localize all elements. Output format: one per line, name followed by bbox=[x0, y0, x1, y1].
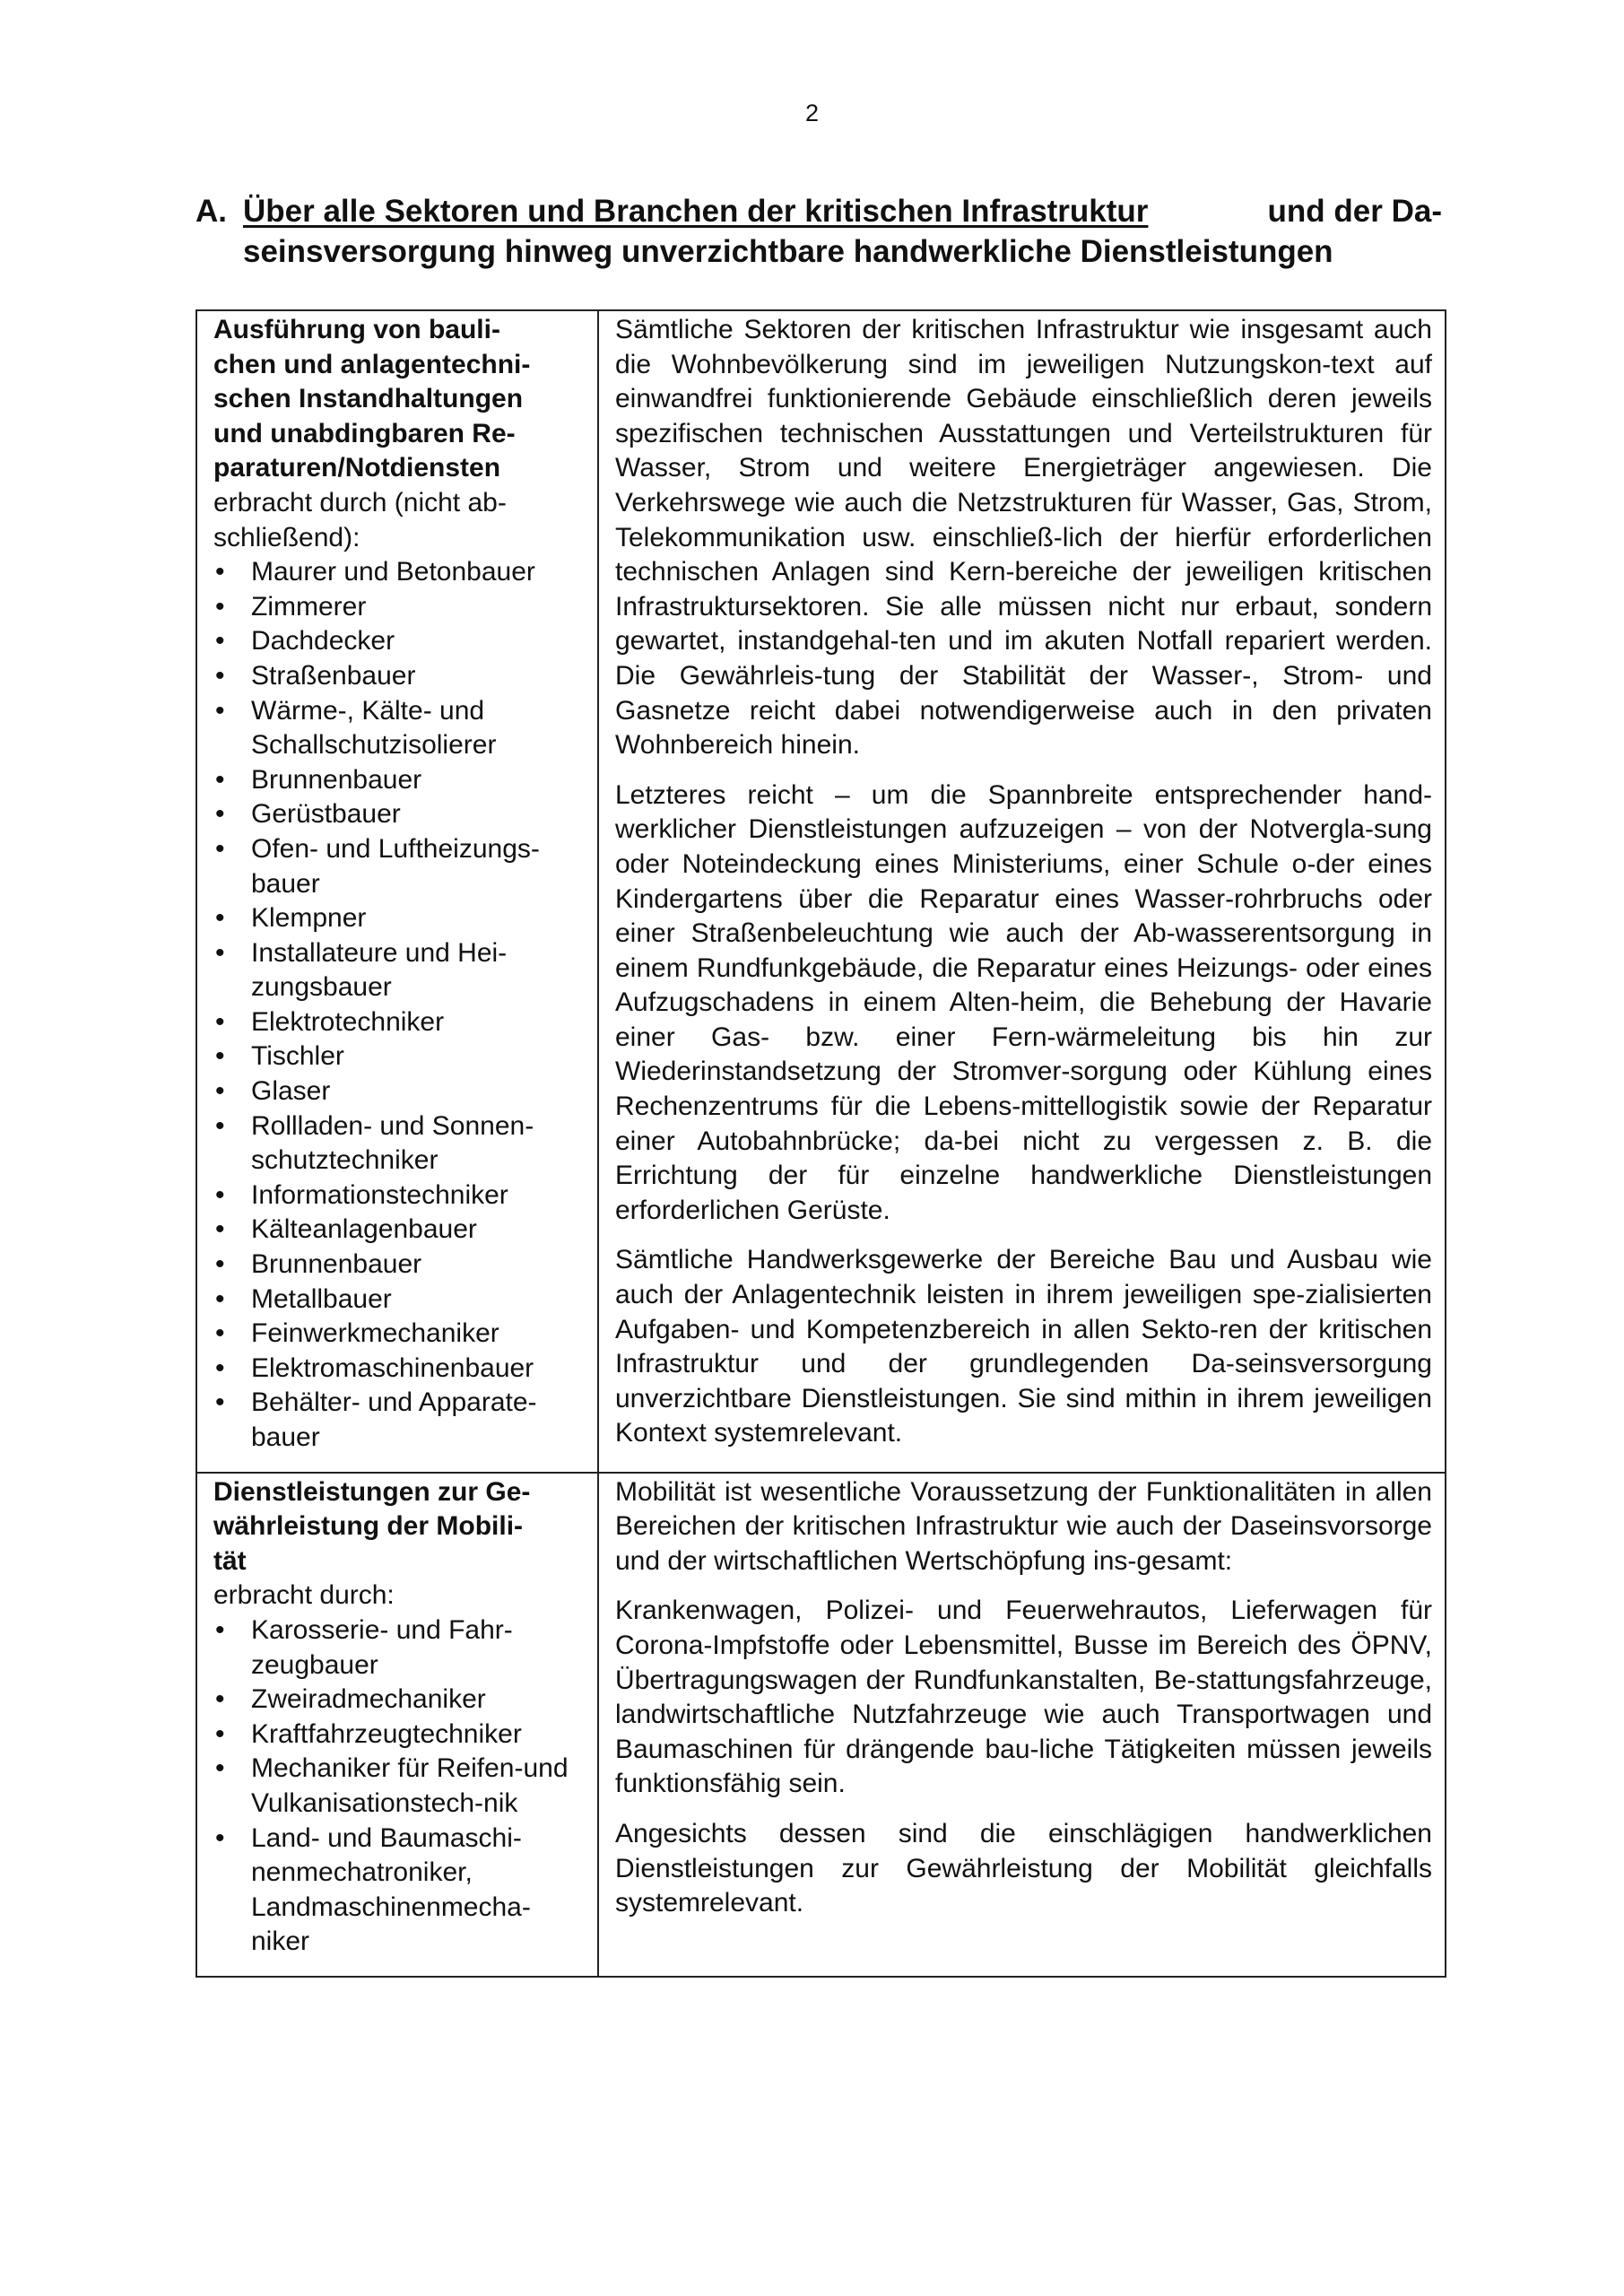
list-item: • Land- und Baumaschi-nenmechatroniker, Landmaschinenmecha-niker bbox=[213, 1822, 585, 1960]
list-item: • Kraftfahrzeugtechniker bbox=[213, 1718, 585, 1752]
heading-rest: und der Da- bbox=[1267, 194, 1442, 229]
trade-list bbox=[213, 1613, 585, 1960]
list-item: • Zimmerer bbox=[213, 590, 585, 625]
section-letter: A. bbox=[195, 194, 227, 229]
heading-line-2: seinsversorgung hinweg unverzichtbare handwerkliche Dienstleistungen bbox=[243, 234, 1333, 269]
list-item: • Installateure und Hei-zungsbauer bbox=[213, 936, 585, 1005]
list-item: • Karosserie- und Fahr-zeugbauer bbox=[213, 1613, 585, 1683]
list-item: • Mechaniker für Reifen-und Vulkanisationstech-nik bbox=[213, 1752, 585, 1821]
list-item: • Metallbauer bbox=[213, 1283, 585, 1318]
trades-cell bbox=[196, 1473, 598, 1977]
list-item: • Tischler bbox=[213, 1039, 585, 1074]
paragraph: Letzteres reicht – um die Spannbreite entsprechender hand-werklicher Dienstleistungen aufzuzeigen – von der Notvergla-sung oder Noteindeckung eines Ministeriums, einer Schule o-der eines Kindergartens über die Reparatur eines Wasser-rohrbruchs oder einer Straßenbeleuchtung wie auch der Ab-wasserentsorgung in einem Rundfunkgebäude, die Reparatur eines Heizungs- oder eines Aufzugschadens in einem Alten-heim, die Behebung der Havarie einer Gas- bzw. einer Fern-wärmeleitung bis hin zur Wiederinstandsetzung der Stromver-sorgung oder Kühlung eines Rechenzentrums für die Lebens-mittellogistik sowie der Reparatur einer Autobahnbrücke; da-bei nicht zu vergessen z. B. die Errichtung der für einzelne handwerkliche Dienstleistungen erforderlichen Gerüste. bbox=[615, 779, 1432, 1225]
list-item: • Wärme-, Kälte- und Schallschutzisolierer bbox=[213, 694, 585, 763]
list-item: • Ofen- und Luftheizungs-bauer bbox=[213, 832, 585, 901]
list-item: • Elektrotechniker bbox=[213, 1005, 585, 1040]
table-row bbox=[196, 310, 1446, 1473]
list-item: • Behälter- und Apparate-bauer bbox=[213, 1386, 585, 1455]
description-cell bbox=[598, 310, 1446, 1473]
paragraph: Angesichts dessen sind die einschlägigen handwerklichen Dienstleistungen zur Gewährleistung der Mobilität gleichfalls systemrelevant. bbox=[615, 1818, 1432, 1918]
list-item: • Informationstechniker bbox=[213, 1178, 585, 1213]
list-item: • Brunnenbauer bbox=[213, 1248, 585, 1283]
list-item: • Maurer und Betonbauer bbox=[213, 555, 585, 590]
row-title: Dienstleistungen zur Ge- währleistung der Mobili- tät bbox=[213, 1476, 531, 1576]
heading-underlined: Über alle Sektoren und Branchen der kritischen Infrastruktur bbox=[243, 194, 1149, 229]
services-table bbox=[195, 309, 1446, 1978]
list-item: • Gerüstbauer bbox=[213, 797, 585, 832]
list-item: • Rollladen- und Sonnen-schutztechniker bbox=[213, 1109, 585, 1178]
section-heading bbox=[195, 191, 1442, 272]
list-item: • Kälteanlagenbauer bbox=[213, 1213, 585, 1248]
row-subtitle: erbracht durch (nicht ab- schließend): bbox=[213, 487, 507, 552]
paragraph: Sämtliche Handwerksgewerke der Bereiche Bau und Ausbau wie auch der Anlagentechnik leisten in ihrem jeweiligen spe-zialisierten Aufgaben- und Kompetenzbereich in allen Sekto-ren der kritischen Infrastruktur und der grundlegenden Da-seinsversorgung unverzichtbare Dienstleistungen. Sie sind mithin in ihrem jeweiligen Kontext systemrelevant. bbox=[615, 1245, 1432, 1448]
list-item: • Straßenbauer bbox=[213, 659, 585, 694]
list-item: • Feinwerkmechaniker bbox=[213, 1317, 585, 1352]
list-item: • Glaser bbox=[213, 1074, 585, 1109]
description-cell bbox=[598, 1473, 1446, 1977]
list-item: • Zweiradmechaniker bbox=[213, 1683, 585, 1718]
list-item: • Elektromaschinenbauer bbox=[213, 1352, 585, 1387]
trade-list bbox=[213, 555, 585, 1455]
paragraph: Mobilität ist wesentliche Voraussetzung der Funktionalitäten in allen Bereichen der kritischen Infrastruktur wie auch der Daseinsvorsorge und der wirtschaftlichen Wertschöpfung ins-gesamt: bbox=[615, 1476, 1432, 1576]
row-subtitle: erbracht durch: bbox=[213, 1580, 395, 1611]
row-title: Ausführung von bauli- chen und anlagentechni- schen Instandhaltungen und unabdingbaren Re- paraturen/Notdiensten bbox=[213, 315, 531, 483]
table-row bbox=[196, 1473, 1446, 1977]
page-number: 2 bbox=[804, 100, 820, 126]
list-item: • Brunnenbauer bbox=[213, 763, 585, 798]
list-item: • Klempner bbox=[213, 901, 585, 936]
trades-cell bbox=[196, 310, 598, 1473]
list-item: • Dachdecker bbox=[213, 624, 585, 659]
paragraph: Krankenwagen, Polizei- und Feuerwehrautos, Lieferwagen für Corona-Impfstoffe oder Lebensmittel, Busse im Bereich des ÖPNV, Übertragungswagen der Rundfunkanstalten, Be-stattungsfahrzeuge, landwirtschaftliche Nutzfahrzeuge wie auch Transportwagen und Baumaschinen für drängende bau-liche Tätigkeiten müssen jeweils funktionsfähig sein. bbox=[615, 1596, 1432, 1799]
paragraph: Sämtliche Sektoren der kritischen Infrastruktur wie insgesamt auch die Wohnbevölkerung sind im jeweiligen Nutzungskon-text auf einwandfrei funktionierende Gebäude einschließlich deren jeweils spezifischen technischen Ausstattungen und Verteilstrukturen für Wasser, Strom und weitere Energieträger angewiesen. Die Verkehrswege wie auch die Netzstrukturen für Wasser, Gas, Strom, Telekommunikation usw. einschließ-lich der hierfür erforderlichen technischen Anlagen sind Kern-bereiche der jeweiligen kritischen Infrastruktursektoren. Sie alle müssen nicht nur erbaut, sondern gewartet, instandgehal-ten und im akuten Notfall repariert werden. Die Gewährleis-tung der Stabilität der Wasser-, Strom- und Gasnetze reicht dabei notwendigerweise auch in den privaten Wohnbereich hinein. bbox=[615, 315, 1432, 761]
